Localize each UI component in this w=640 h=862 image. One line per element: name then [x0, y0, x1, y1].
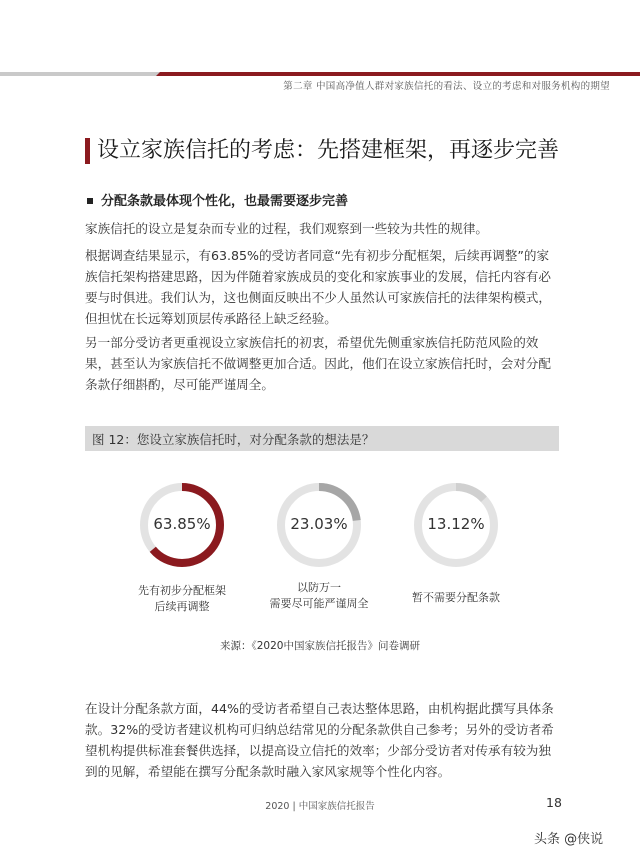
header-rule-red [156, 72, 640, 76]
paragraph-intro: 家族信托的设立是复杂而专业的过程，我们观察到一些较为共性的规律。 [85, 221, 488, 236]
donut-value-3: 13.12% [427, 515, 485, 533]
subhead-text: 分配条款最体现个性化，也最需要逐步完善 [101, 194, 349, 209]
donut-caption-3-line-1: 暂不需要分配条款 [412, 591, 500, 604]
paragraph-other-group: 另一部分受访者更重视设立家族信托的初衷，希望优先侧重家族信托防范风险的效果，甚至认为家族信托不做调整更加合适。因此，他们在设立家族信托时，会对分配条款仔细斟酌，尽可能严谨周全。 [85, 335, 551, 392]
page-title: 设立家族信托的考虑：先搭建框架，再逐步完善 [97, 138, 560, 163]
page-number: 18 [546, 795, 562, 810]
donut-caption-2-line-1: 以防万一 [297, 581, 341, 594]
paragraph-clause-design: 在设计分配条款方面，44%的受访者希望自己表达整体思路，由机构据此撰写具体条款。32%的受访者建议机构可归纳总结常见的分配条款供自己参考；另外的受访者希望机构提供标准套餐供选择，以提高设立信托的效率；少部分受访者对传承有较为独到的见解，希望能在撰写分配条款时融入家风家规等个性化内容。 [85, 701, 554, 779]
figure-title-bar [85, 426, 559, 451]
header-rule-gray [0, 72, 160, 76]
donut-caption-2-line-2: 需要尽可能严谨周全 [269, 597, 369, 610]
donut-caption-1-line-2: 后续再调整 [154, 600, 210, 613]
paragraph-survey-result: 根据调查结果显示，有63.85%的受访者同意“先有初步分配框架，后续再调整”的家族信托架构搭建思路，因为伴随着家族成员的变化和家族事业的发展，信托内容有必要与时俱进。我们认为，这也侧面反映出不少人虽然认可家族信托的法律架构模式，但担忧在长远筹划顶层传承路径上缺乏经验。 [85, 248, 551, 326]
donut-caption-2 [249, 580, 389, 612]
figure-title: 图 12：您设立家族信托时，对分配条款的想法是？ [92, 432, 375, 447]
donut-caption-1 [112, 583, 252, 615]
header-rule [0, 71, 640, 77]
watermark-logo: 头条 @侠说 [534, 832, 604, 847]
title-accent-bar [85, 138, 90, 164]
donut-caption-1-line-1: 先有初步分配框架 [138, 584, 226, 597]
donut-caption-3 [386, 590, 526, 606]
donut-value-2: 23.03% [290, 515, 348, 533]
bullet-square-icon [87, 198, 93, 204]
section-subhead [87, 190, 348, 209]
donut-value-1: 63.85% [153, 515, 211, 533]
chapter-heading: 第二章 中国高净值人群对家族信托的看法、设立的考虑和对服务机构的期望 [283, 81, 610, 92]
figure-source: 来源：《2020中国家族信托报告》问卷调研 [220, 640, 420, 652]
page-footer: 2020 | 中国家族信托报告 [265, 801, 375, 812]
